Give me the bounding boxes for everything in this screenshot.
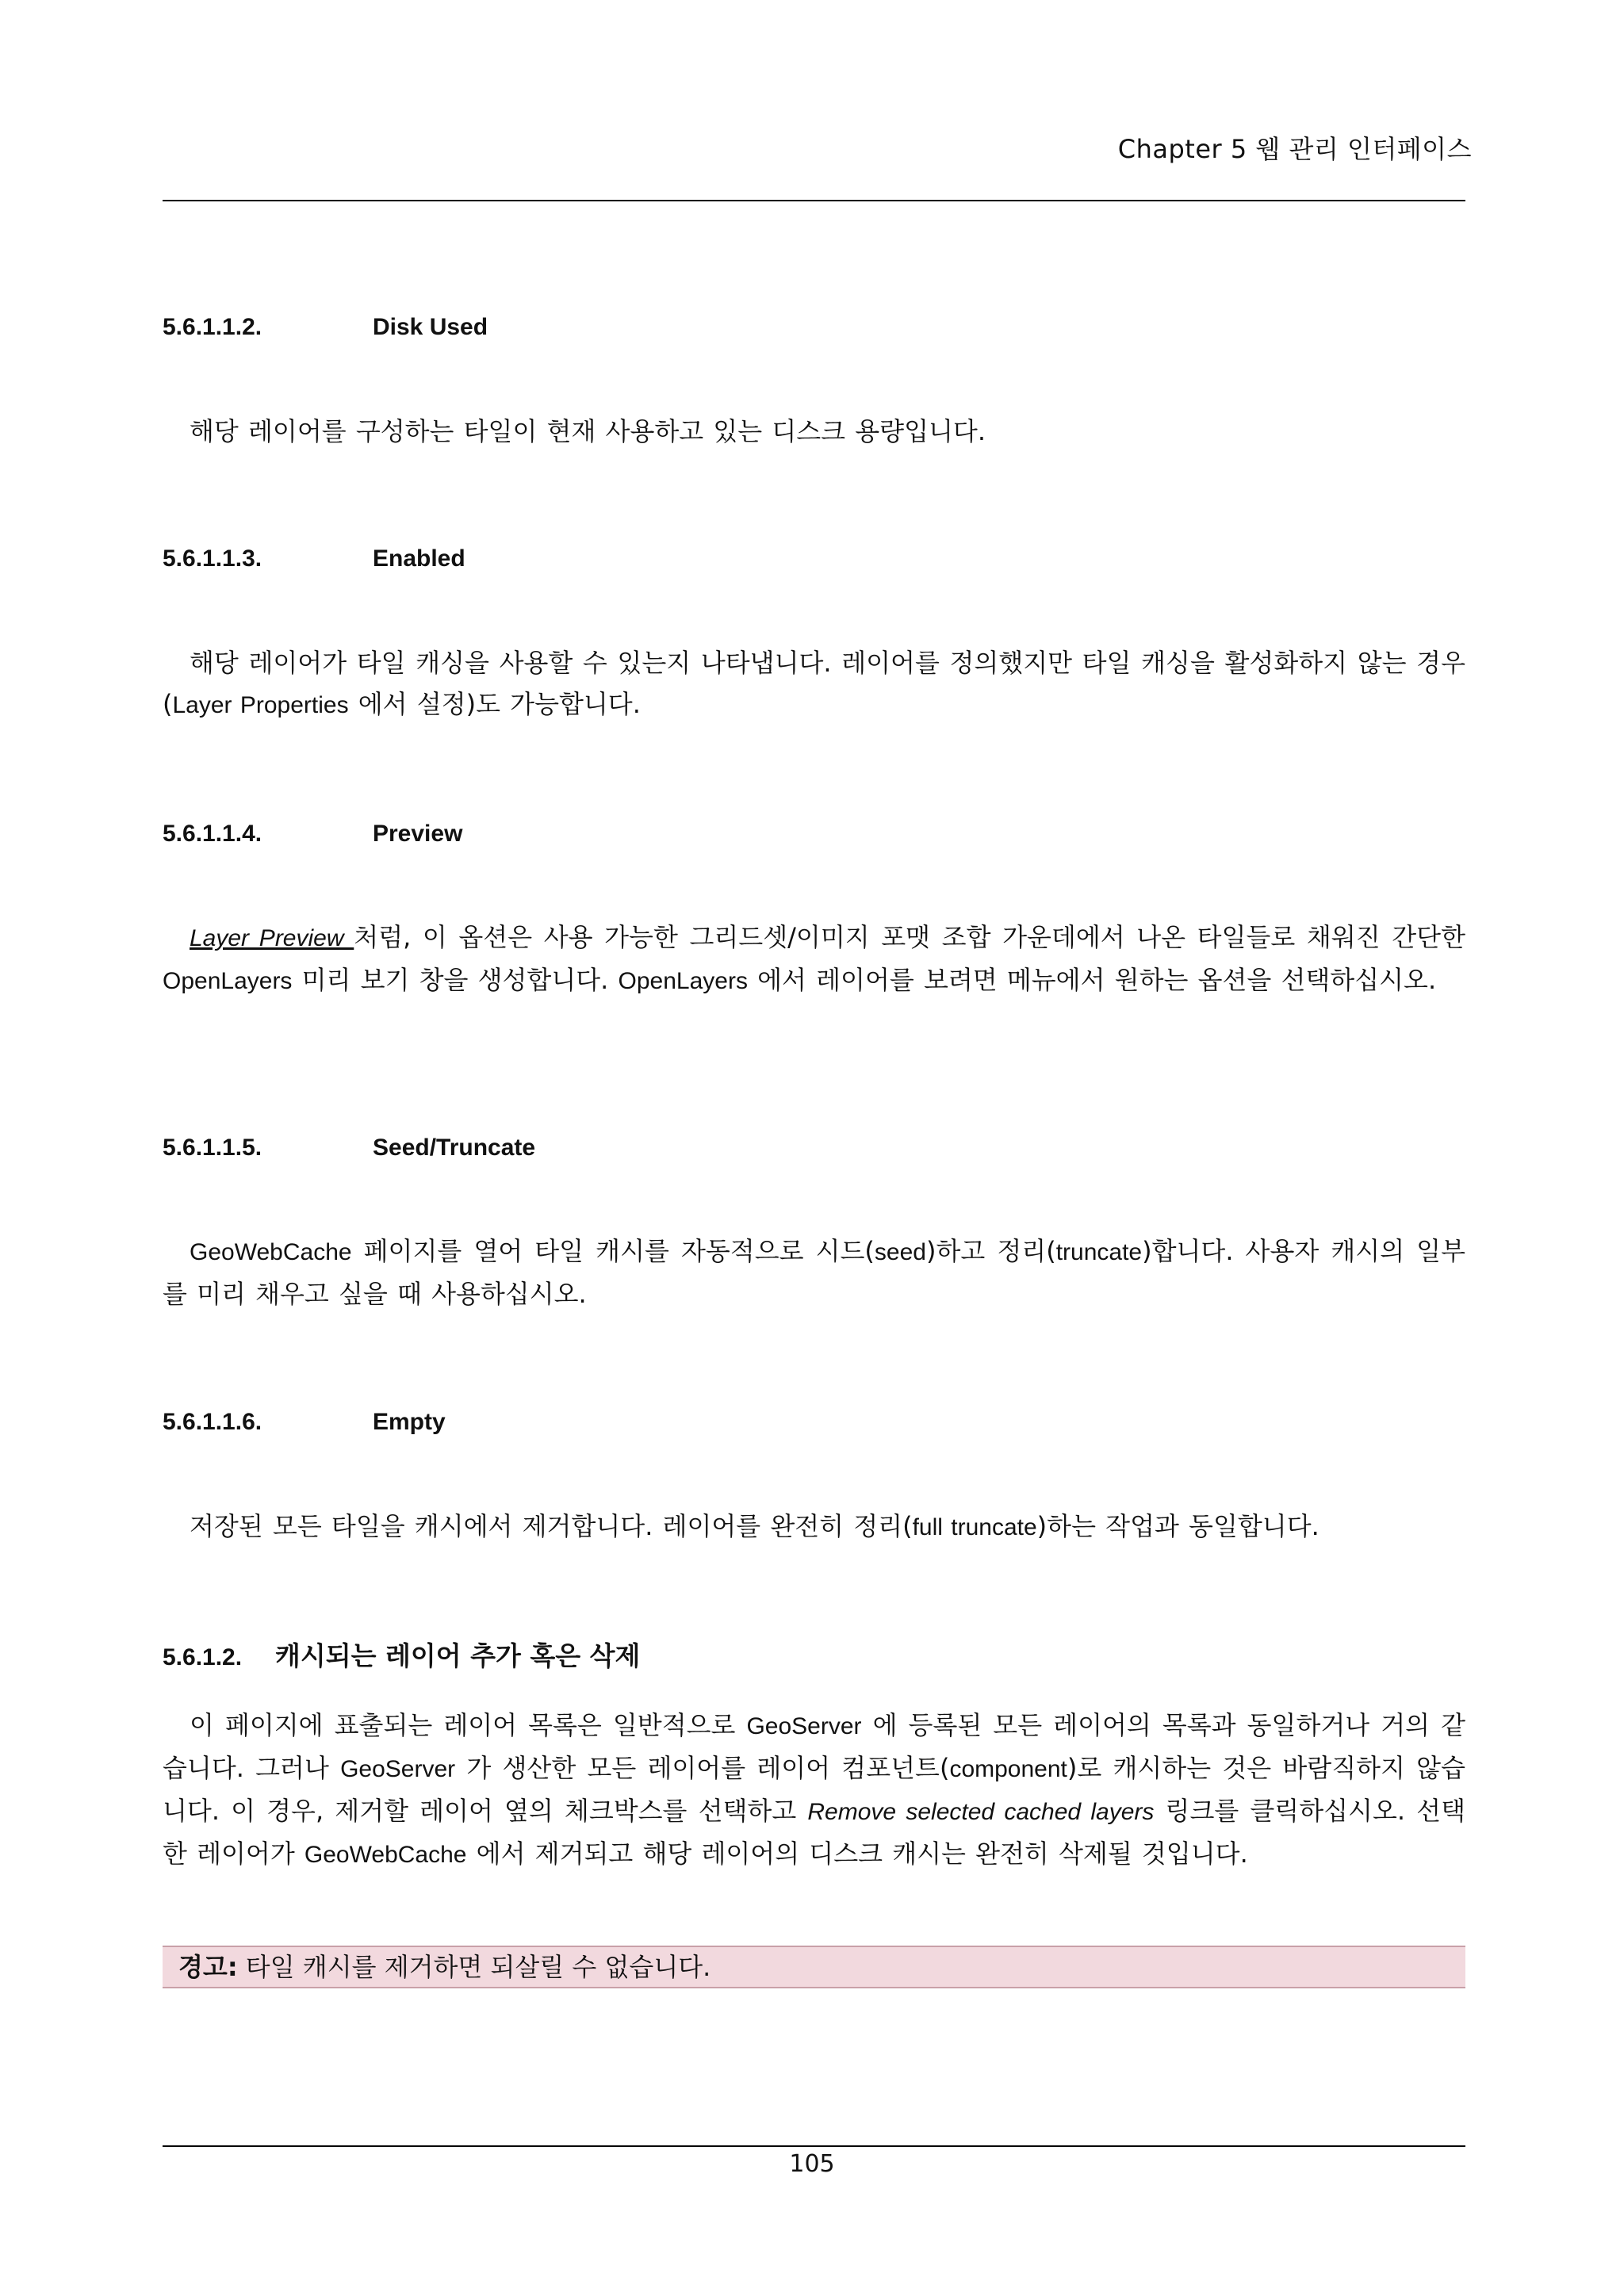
section-number: 5.6.1.1.3. [163, 545, 262, 572]
layer-preview-link[interactable]: Layer Preview [190, 925, 354, 951]
text-run: 처럼, 이 옵션은 사용 가능한 그리드셋/이미지 포맷 조합 가운데에서 나온 타일들로 채워진 간단한 [354, 922, 1465, 952]
heading-seed-truncate [163, 1132, 535, 1164]
warning-text: 타일 캐시를 제거하면 되살릴 수 없습니다. [237, 1952, 711, 1982]
text-run: )로 캐시하는 것은 바람직하지 않습니다. 이 경우, 제거할 레이어 옆의 체크박스를 선택하고 [163, 1753, 1465, 1826]
text-run: full truncate [912, 1514, 1037, 1540]
section-title: Seed/Truncate [373, 1135, 536, 1161]
text-run: component [949, 1756, 1067, 1782]
text-run: 해당 레이어가 타일 캐싱을 사용할 수 있는지 나타냅니다. 레이어를 정의했지만 타일 캐싱을 활성화하지 않는 경우( [163, 648, 1465, 719]
paragraph-disk-used: 해당 레이어를 구성하는 타일이 현재 사용하고 있는 디스크 용량입니다. [190, 416, 986, 446]
text-run: )합니다. 사용자 캐시의 일부를 미리 채우고 싶을 때 사용하십시오. [163, 1236, 1465, 1309]
text-run: 에서 설정)도 가능합니다. [348, 689, 641, 719]
text-run: Layer Properties [172, 692, 349, 718]
header-divider [163, 200, 1465, 201]
section-number: 5.6.1.1.5. [163, 1135, 262, 1161]
section-title: Enabled [373, 545, 465, 572]
text-run: 저장된 모든 타일을 캐시에서 제거합니다. 레이어를 완전히 정리( [190, 1511, 913, 1541]
page-number: 105 [789, 2150, 835, 2178]
remove-selected-cached-layers-text: Remove selected cached layers [807, 1799, 1155, 1825]
section-number: 5.6.1.1.6. [163, 1409, 262, 1435]
text-run: 페이지를 열어 타일 캐시를 자동적으로 시드( [351, 1236, 875, 1266]
text-run: 에 등록된 모든 레이어의 목록과 동일하거나 거의 같습니다. 그러나 [163, 1710, 1465, 1783]
heading-preview [163, 818, 462, 850]
paragraph-seed-truncate [163, 1230, 1465, 1314]
section-title: 캐시되는 레이어 추가 혹은 삭제 [275, 1640, 641, 1671]
text-run: 에서 레이어를 보려면 메뉴에서 원하는 옵션을 선택하십시오. [747, 965, 1437, 995]
section-number: 5.6.1.1.2. [163, 314, 262, 340]
paragraph-enabled [163, 642, 1465, 726]
text-run: OpenLayers [163, 968, 293, 994]
text-run: truncate [1055, 1239, 1143, 1265]
paragraph-empty [163, 1506, 1465, 1548]
section-title: Disk Used [373, 314, 488, 340]
text-run: 에서 제거되고 해당 레이어의 디스크 캐시는 완전히 삭제될 것입니다. [466, 1839, 1248, 1869]
text-run: OpenLayers [618, 968, 748, 994]
text-run: )하고 정리( [925, 1236, 1056, 1266]
section-title: Empty [373, 1409, 446, 1435]
text-run: GeoWebCache [304, 1842, 467, 1868]
heading-disk-used [163, 312, 488, 343]
text-run: 미리 보기 창을 생성합니다. [292, 965, 619, 995]
heading-empty [163, 1406, 446, 1438]
text-run: 가 생산한 모든 레이어를 레이어 컴포넌트( [455, 1753, 950, 1783]
text-run: )하는 작업과 동일합니다. [1036, 1511, 1320, 1541]
text-run: GeoWebCache [190, 1239, 352, 1265]
section-title: Preview [373, 821, 463, 847]
footer-divider [163, 2145, 1465, 2147]
warning-note [163, 1946, 1465, 1988]
paragraph-add-remove-cached-layers [163, 1705, 1465, 1876]
text-run: 링크를 클릭하십시오. 선택한 레이어가 [163, 1796, 1465, 1869]
paragraph-preview [163, 916, 1465, 1002]
text-run: GeoServer [746, 1713, 862, 1739]
heading-enabled [163, 543, 465, 575]
text-run: seed [874, 1239, 926, 1265]
running-header: Chapter 5 웹 관리 인터페이스 [1117, 134, 1472, 164]
section-number: 5.6.1.2. [163, 1644, 243, 1670]
heading-add-remove-cached-layers [163, 1640, 640, 1674]
warning-label: 경고: [178, 1952, 238, 1982]
text-run: GeoServer [340, 1756, 456, 1782]
text-run: 이 페이지에 표출되는 레이어 목록은 일반적으로 [190, 1710, 747, 1740]
section-number: 5.6.1.1.4. [163, 821, 262, 847]
